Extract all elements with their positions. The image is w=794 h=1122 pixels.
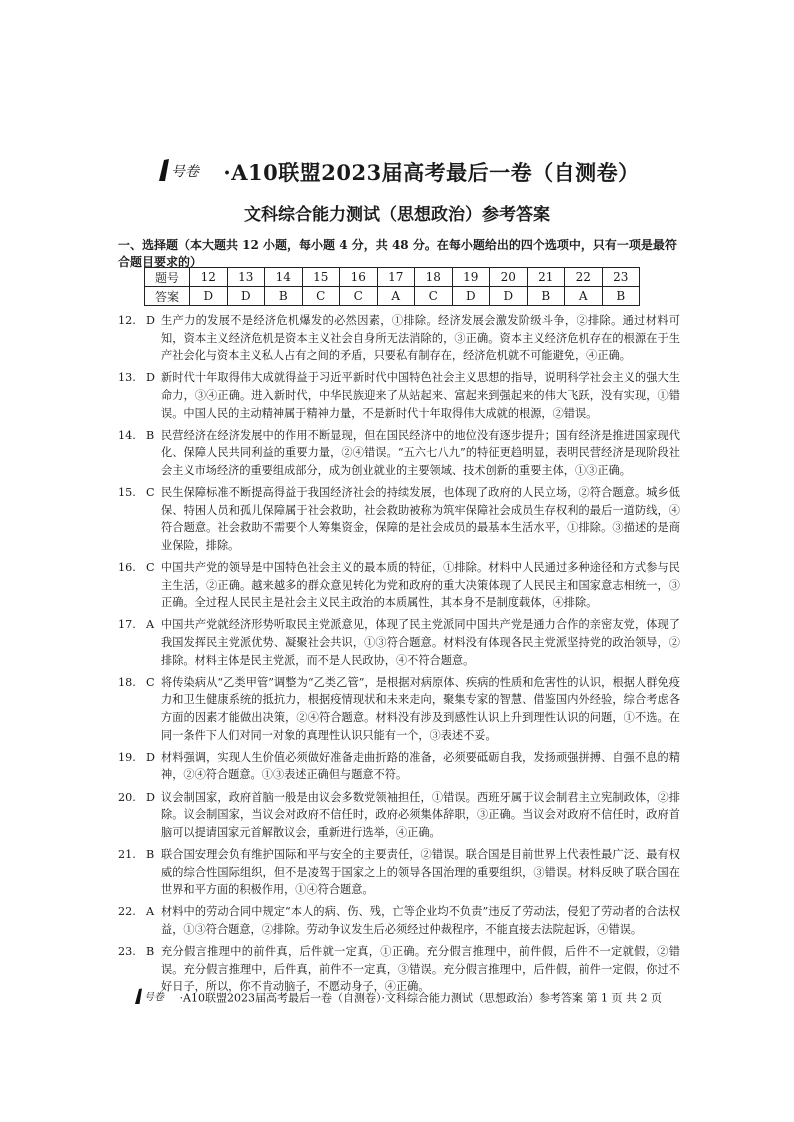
answer-key: C <box>146 675 155 689</box>
question-number: 16. <box>118 561 136 575</box>
number-cell: 22 <box>565 268 603 287</box>
document-title: ·A10联盟2023届高考最后一卷（自测卷） <box>223 160 640 185</box>
number-cell: 17 <box>377 268 415 287</box>
number-cell: 14 <box>265 268 303 287</box>
explanation-text: 中国共产党的领导是中国特色社会主义的最本质的特征，①排除。材料中人民通过多种途径和方式参与民主生活，②正确。越来越多的群众意见转化为党和政府的重大决策体现了人民民主和国家意志相统一，③正确。全过程人民民主是社会主义民主政治的本质属性，其本身不是制度载体，④排除。 <box>161 561 680 610</box>
answer-cell: A <box>377 287 415 306</box>
explanation-item <box>118 846 680 899</box>
answer-key: C <box>146 486 155 500</box>
explanation-item <box>118 559 680 612</box>
explanation-item <box>118 484 680 554</box>
answer-key: A <box>146 905 155 919</box>
number-cell: 16 <box>340 268 378 287</box>
document-header <box>0 157 794 187</box>
explanation-text: 生产力的发展不是经济危机爆发的必然因素，①排除。经济发展会激发阶级斗争，②排除。通过材料可知，资本主义经济危机是资本主义社会自身所无法消除的，③正确。资本主义经济危机存在的根源在于生产社会化与资本主义私人占有之间的矛盾，只要私有制存在，经济危机就不可能避免，④正确。 <box>161 314 680 363</box>
answer-key: D <box>146 314 155 327</box>
number-cell: 19 <box>452 268 490 287</box>
answer-cell: A <box>565 287 603 306</box>
answer-key: B <box>146 847 155 861</box>
question-number: 17. <box>118 618 136 632</box>
explanation-text: 将传染病从“乙类甲管”调整为“乙类乙管”，是根据对病原体、疾病的性质和危害性的认识，根据人群免疫力和卫生健康系统的抵抗力，根据疫情现状和未来走向，聚集专家的智慧、借鉴国内外经验，综合考虑各方面的因素才能做出决策，②④符合题意。材料没有涉及到感性认识上升到理性认识的问题，①不选。在同一条件下人们对同一对象的真理性认识只能有一个，③表述不妥。 <box>161 675 680 742</box>
explanation-item <box>118 616 680 669</box>
explanation-item <box>118 427 680 480</box>
question-number: 19. <box>118 750 136 764</box>
number-cell: 13 <box>227 268 265 287</box>
explanation-text: 充分假言推理中的前件真，后件就一定真，①正确。充分假言推理中，前件假，后件不一定就假，②错误。充分假言推理中，后件真，前件不一定真，③错误。充分假言推理中，后件假，前件一定假，你过不好日子，所以，你不肯动脑子，不愿动身子，④正确。 <box>161 945 680 994</box>
explanation-text: 民生保障标准不断提高得益于我国经济社会的持续发展，也体现了政府的人民立场，②符合题意。城乡低保、特困人员和孤儿保障属于社会救助，社会救助被称为筑牢保障社会成员生存权利的最后一道防线，④符合题意。社会救助不需要个人筹集资金，保障的是社会成员的最基本生活水平，①排除。③描述的是商业保险，排除。 <box>161 486 680 552</box>
explanation-text: 新时代十年取得伟大成就得益于习近平新时代中国特色社会主义思想的指导，说明科学社会主义的强大生命力，③④正确。进入新时代，中华民族迎来了从站起来、富起来到强起来的伟大飞跃，没有实现，①错误。中国人民的主动精神属于精神力量，不是新时代十年取得伟大成就的根源，②错误。 <box>161 371 680 420</box>
footer-logo <box>132 987 172 1008</box>
number-cell: 15 <box>302 268 340 287</box>
answer-cell: C <box>340 287 378 306</box>
page-footer <box>0 987 794 1008</box>
publisher-logo <box>154 157 212 187</box>
number-cell: 21 <box>527 268 565 287</box>
answer-table-answer-row <box>145 287 640 306</box>
svg-text:号卷: 号卷 <box>144 992 165 1003</box>
svg-text:号卷: 号卷 <box>171 164 200 180</box>
number-label-cell: 题号 <box>145 268 190 287</box>
answer-cell: B <box>527 287 565 306</box>
document-subtitle: 文科综合能力测试（思想政治）参考答案 <box>244 205 550 225</box>
answer-table <box>144 267 640 306</box>
footer-text: ·A10联盟2023届高考最后一卷（自测卷）·文科综合能力测试（思想政治）参考答案 第 1 页 共 2 页 <box>179 991 662 1005</box>
question-number: 13. <box>118 371 136 385</box>
explanation-item <box>118 369 680 422</box>
question-number: 21. <box>118 847 136 861</box>
answer-key: D <box>146 371 155 385</box>
explanation-item <box>118 903 680 938</box>
question-number: 14. <box>118 428 136 442</box>
answer-key: B <box>146 945 155 959</box>
question-number: 23. <box>118 945 136 959</box>
answer-cell: D <box>490 287 528 306</box>
answer-cell: D <box>452 287 490 306</box>
explanation-text: 中国共产党就经济形势听取民主党派意见，体现了民主党派同中国共产党是通力合作的亲密友党，体现了我国发挥民主党派优势、凝聚社会共识，①③符合题意。材料没有体现各民主党派坚持党的政治领导，②排除。材料主体是民主党派，而不是人民政协，④不符合题意。 <box>161 618 680 667</box>
answer-cell: D <box>190 287 228 306</box>
explanation-item <box>118 312 680 365</box>
question-number: 12. <box>118 314 136 327</box>
answer-cell: B <box>265 287 303 306</box>
answer-key: C <box>146 561 155 575</box>
answer-cell: B <box>602 287 640 306</box>
number-cell: 18 <box>415 268 453 287</box>
answer-key: A <box>146 618 155 632</box>
question-number: 15. <box>118 486 136 500</box>
answer-key: D <box>146 790 155 804</box>
answer-cell: C <box>302 287 340 306</box>
question-number: 20. <box>118 790 136 804</box>
answer-table-number-row <box>145 268 640 287</box>
explanation-item <box>118 749 680 784</box>
answer-key: D <box>146 750 155 764</box>
explanation-text: 材料强调，实现人生价值必须做好准备走曲折路的准备，必须要砥砺自我，发扬顽强拼搏、自强不息的精神，②④符合题意。①③表述正确但与题意不符。 <box>161 750 680 782</box>
answer-key: B <box>146 428 155 442</box>
number-cell: 23 <box>602 268 640 287</box>
explanation-text: 议会制国家，政府首脑一般是由议会多数党领袖担任，①错误。西班牙属于议会制君主立宪制政体，②排除。议会制国家，当议会对政府不信任时，政府必须集体辞职，③正确。当议会对政府不信任时，政府首脑可以提请国家元首解散议会，重新进行选举，④正确。 <box>161 790 680 839</box>
number-cell: 20 <box>490 268 528 287</box>
answer-explanations <box>118 312 680 1001</box>
section-heading: 一、选择题（本大题共 12 小题，每小题 4 分，共 48 分。在每小题给出的四个选项中，只有一项是最符合题目要求的） <box>118 238 677 269</box>
explanation-item <box>118 674 680 744</box>
question-number: 18. <box>118 675 136 689</box>
answer-label-cell: 答案 <box>145 287 190 306</box>
explanation-text: 民营经济在经济发展中的作用不断显现，但在国民经济中的地位没有逐步提升；国有经济是推进国家现代化、保障人民共同利益的重要力量，②④错误。“五六七八九”的特征更趋明显，表明民营经济是现阶段社会主义市场经济的重要组成部分，成为创业就业的主要领域、技术创新的重要主体，①③正确。 <box>161 428 680 477</box>
number-cell: 12 <box>190 268 228 287</box>
explanation-text: 联合国安理会负有维护国际和平与安全的主要责任，②错误。联合国是目前世界上代表性最广泛、最有权威的综合性国际组织，但不是凌驾于国家之上的领导各国治理的重要组织，③错误。材料反映了联合国在世界和平方面的积极作用，①④符合题意。 <box>161 847 680 897</box>
answer-cell: C <box>415 287 453 306</box>
explanation-item <box>118 789 680 842</box>
answer-cell: D <box>227 287 265 306</box>
question-number: 22. <box>118 905 136 919</box>
explanation-text: 材料中的劳动合同中规定“本人的病、伤、残，亡等企业均不负责”违反了劳动法，侵犯了劳动者的合法权益，①③符合题意，②排除。劳动争议发生后必须经过仲裁程序，不能直接去法院起诉，④错误。 <box>161 905 680 936</box>
